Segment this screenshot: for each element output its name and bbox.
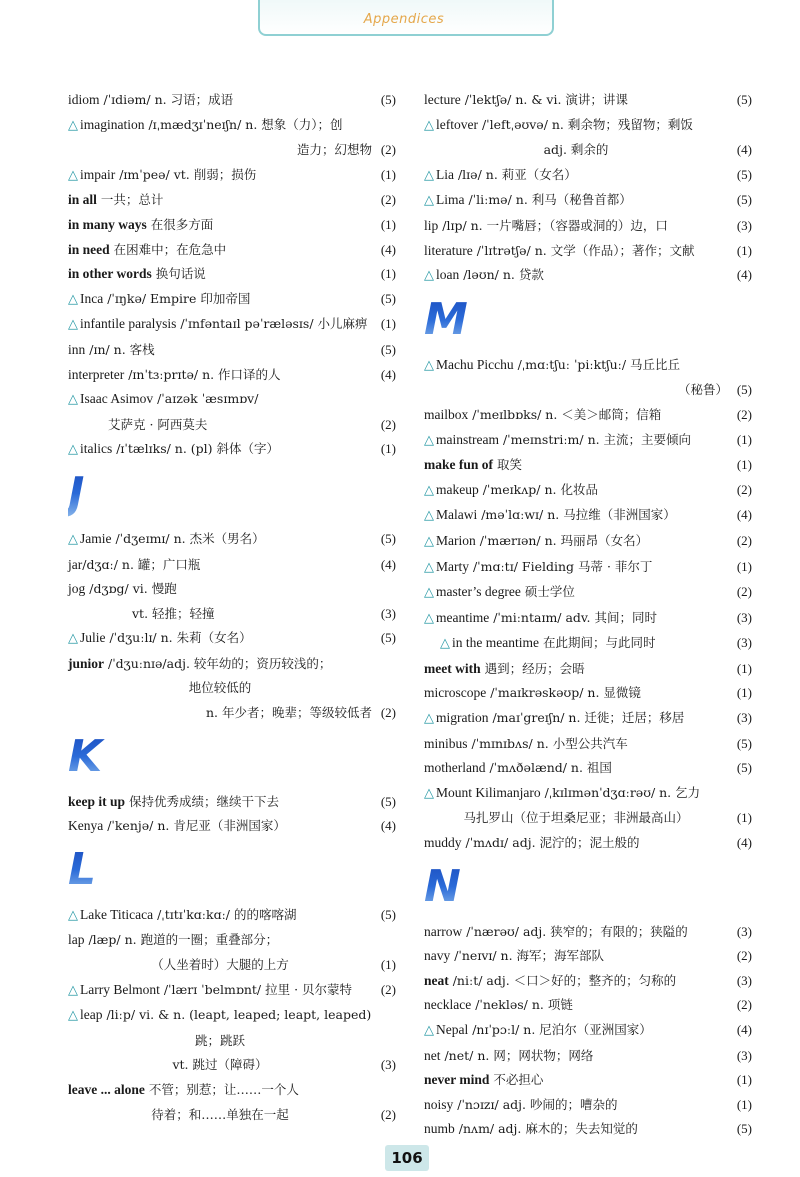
unit-number: (5) bbox=[736, 92, 752, 107]
entry-headword: mainstream bbox=[436, 431, 499, 447]
entry-headword: neat bbox=[424, 972, 449, 988]
entry-definition: /ˈlektʃə/ n. & vi. 演讲；讲课 bbox=[460, 92, 628, 107]
glossary-entry bbox=[424, 732, 756, 757]
glossary-entry bbox=[424, 503, 756, 529]
section-letter-heading: J bbox=[68, 469, 400, 523]
entry-headword: junior bbox=[68, 655, 105, 671]
entry-headword: Kenya bbox=[68, 818, 104, 834]
entry-continuation-text: 艾萨克 · 阿西莫夫 bbox=[108, 416, 208, 432]
glossary-entry bbox=[68, 790, 400, 815]
entry-definition: 取笑 bbox=[493, 457, 522, 473]
triangle-marker-icon: △ bbox=[68, 291, 78, 307]
unit-number: (1) bbox=[736, 810, 752, 826]
entry-definition: /net/ n. 网；网状物；网络 bbox=[440, 1047, 594, 1063]
entry-headword: meantime bbox=[436, 609, 490, 625]
glossary-entry bbox=[424, 781, 756, 807]
unit-number: (4) bbox=[380, 366, 396, 382]
unit-number: (1) bbox=[380, 316, 396, 332]
entry-definition: 在困难中；在危急中 bbox=[109, 241, 227, 257]
entry-headword: leap bbox=[80, 1007, 103, 1023]
glossary-entry bbox=[424, 1068, 756, 1093]
unit-number: (1) bbox=[380, 957, 396, 973]
entry-definition: /ˈmɪnɪbʌs/ n. 小型公共汽车 bbox=[467, 735, 628, 751]
entry-headword: Lake Titicaca bbox=[80, 906, 154, 922]
unit-number: (4) bbox=[380, 818, 396, 834]
entry-headword: Lia bbox=[436, 166, 454, 182]
glossary-entry bbox=[68, 577, 400, 602]
unit-number: (5) bbox=[380, 92, 396, 107]
entry-headword: in other words bbox=[68, 266, 152, 282]
unit-number: (1) bbox=[736, 242, 752, 258]
unit-number: (2) bbox=[736, 584, 752, 600]
glossary-entry bbox=[424, 88, 756, 113]
glossary-entry bbox=[424, 1044, 756, 1069]
entry-headword: Nepal bbox=[436, 1022, 469, 1037]
unit-number: (5) bbox=[736, 1121, 752, 1137]
unit-number: (1) bbox=[736, 457, 752, 473]
entry-definition: 遇到；经历；会晤 bbox=[480, 660, 585, 676]
entry-definition: /ˈmɑːtɪ/ Fielding 马蒂 · 菲尔丁 bbox=[469, 558, 653, 574]
entry-definition: 不管；别惹；让……一个人 bbox=[144, 1082, 299, 1097]
entry-definition: 硕士学位 bbox=[520, 584, 575, 600]
unit-number: (4) bbox=[380, 241, 396, 257]
entry-definition: /ˈneɪvɪ/ n. 海军；海军部队 bbox=[450, 948, 605, 964]
glossary-entry bbox=[424, 580, 756, 606]
unit-number: (3) bbox=[736, 923, 752, 939]
entry-headword: leftover bbox=[436, 116, 478, 132]
entry-continuation-text: n. 年少者；晚辈；等级较低者 bbox=[206, 705, 372, 721]
glossary-entry bbox=[424, 1117, 756, 1142]
unit-number: (3) bbox=[380, 605, 396, 621]
glossary-entry bbox=[68, 626, 400, 652]
unit-number: (1) bbox=[736, 685, 752, 701]
page-section-title: Appendices bbox=[363, 12, 445, 27]
entry-definition: /lɪp/ n. 一片嘴唇；（容器或洞的）边，口 bbox=[438, 217, 668, 233]
entry-continuation bbox=[68, 413, 400, 438]
entry-headword: keep it up bbox=[68, 793, 126, 809]
entry-headword: make fun of bbox=[424, 457, 494, 473]
entry-continuation-text: vt. 跳过（障碍） bbox=[172, 1057, 268, 1073]
entry-headword: literature bbox=[424, 242, 473, 258]
unit-number: (1) bbox=[736, 558, 752, 574]
unit-number: (4) bbox=[736, 835, 752, 851]
glossary-entry bbox=[68, 312, 400, 338]
unit-number: (5) bbox=[380, 906, 396, 922]
triangle-marker-icon: △ bbox=[68, 442, 78, 458]
unit-number: (1) bbox=[380, 216, 396, 232]
entry-definition: /ˈdʒuːlɪ/ n. 朱莉（女名） bbox=[105, 630, 252, 646]
triangle-marker-icon: △ bbox=[68, 907, 78, 923]
glossary-entry bbox=[424, 1018, 756, 1044]
entry-definition: /ɪˌmædʒɪˈneɪʃn/ n. 想象（力）；创 bbox=[144, 116, 343, 132]
glossary-entry bbox=[68, 113, 400, 139]
entry-continuation bbox=[424, 378, 756, 403]
triangle-marker-icon: △ bbox=[424, 585, 434, 601]
glossary-entry bbox=[424, 706, 756, 732]
entry-continuation bbox=[68, 1029, 400, 1054]
triangle-marker-icon: △ bbox=[424, 268, 434, 284]
entry-continuation bbox=[68, 138, 400, 163]
entry-headword: leave ... alone bbox=[68, 1082, 145, 1097]
entry-definition: /ˈmærɪən/ n. 玛丽昂（女名） bbox=[475, 532, 649, 548]
glossary-entry bbox=[424, 681, 756, 706]
page-number: 106 bbox=[385, 1145, 429, 1171]
entry-definition: /ˈmʌðəlænd/ n. 祖国 bbox=[485, 760, 612, 776]
unit-number: (4) bbox=[736, 267, 752, 283]
triangle-marker-icon: △ bbox=[68, 317, 78, 333]
entry-headword: noisy bbox=[424, 1096, 454, 1112]
entry-headword: impair bbox=[80, 166, 116, 182]
entry-continuation bbox=[424, 138, 756, 163]
glossary-entry bbox=[68, 652, 400, 677]
section-letter-heading: M bbox=[424, 295, 756, 349]
unit-number: (4) bbox=[736, 507, 752, 523]
triangle-marker-icon: △ bbox=[68, 631, 78, 647]
entry-definition: /ˈlærɪ ˈbelmɒnt/ 拉里 · 贝尔蒙特 bbox=[159, 981, 353, 997]
entry-headword: master’s degree bbox=[436, 584, 521, 600]
triangle-marker-icon: △ bbox=[424, 167, 434, 183]
entry-definition: /ˈmeɪkʌp/ n. 化妆品 bbox=[478, 481, 598, 497]
entry-definition: 一共；总计 bbox=[96, 192, 164, 208]
glossary-entry bbox=[424, 214, 756, 239]
glossary-entry bbox=[68, 262, 400, 287]
unit-number: (2) bbox=[380, 142, 396, 158]
glossary-entry bbox=[424, 1093, 756, 1118]
triangle-marker-icon: △ bbox=[424, 482, 434, 498]
glossary-entry bbox=[68, 338, 400, 363]
entry-continuation-text: 待着；和……单独在一起 bbox=[151, 1106, 289, 1122]
glossary-entry bbox=[424, 188, 756, 214]
entry-definition: /ˈaɪzək ˈæsɪmɒv/ bbox=[153, 391, 259, 407]
entry-continuation-text: （人坐着时）大腿的上方 bbox=[151, 957, 289, 973]
entry-headword: Julie bbox=[80, 630, 106, 646]
entry-definition: /liːp/ vi. & n. (leapt, leaped; leapt, leaped) bbox=[102, 1007, 372, 1023]
entry-continuation bbox=[68, 701, 400, 726]
entry-definition: /ˈɪŋkə/ Empire 印加帝国 bbox=[103, 290, 251, 306]
glossary-entry bbox=[68, 928, 400, 953]
glossary-entry bbox=[68, 527, 400, 553]
entry-headword: motherland bbox=[424, 760, 486, 776]
entry-continuation-text: 造力；幻想物 bbox=[296, 142, 372, 158]
entry-headword: Jamie bbox=[80, 530, 112, 546]
entry-headword: makeup bbox=[436, 481, 479, 497]
entry-definition: /ɪˈtælɪks/ n. (pl) 斜体（字） bbox=[112, 441, 280, 457]
glossary-entry bbox=[68, 553, 400, 578]
entry-definition: 在很多方面 bbox=[146, 216, 214, 232]
entry-definition: /ləʊn/ n. 贷款 bbox=[459, 267, 544, 283]
unit-number: (3) bbox=[736, 635, 752, 651]
entry-headword: jar bbox=[68, 556, 83, 572]
unit-number: (1) bbox=[736, 1072, 752, 1088]
glossary-entry bbox=[424, 993, 756, 1018]
glossary-entry bbox=[424, 631, 756, 657]
entry-headword: Isaac Asimov bbox=[80, 391, 154, 407]
unit-number: (4) bbox=[736, 1022, 752, 1037]
entry-definition: /læp/ n. 跑道的一圈；重叠部分； bbox=[84, 932, 279, 948]
glossary-entry bbox=[424, 353, 756, 379]
unit-number: (5) bbox=[736, 760, 752, 776]
glossary-entry bbox=[68, 437, 400, 463]
unit-number: (1) bbox=[380, 441, 396, 457]
entry-definition: /ˈdʒeɪmɪ/ n. 杰米（男名） bbox=[111, 530, 265, 546]
entry-continuation-text: （秘鲁） bbox=[677, 382, 728, 398]
entry-headword: Mount Kilimanjaro bbox=[436, 784, 541, 800]
entry-headword: in need bbox=[68, 241, 110, 257]
entry-headword: Marty bbox=[436, 558, 469, 574]
unit-number: (1) bbox=[736, 1096, 752, 1112]
entry-headword: Larry Belmont bbox=[80, 981, 160, 997]
unit-number: (3) bbox=[736, 710, 752, 726]
entry-headword: net bbox=[424, 1047, 441, 1063]
entry-continuation-text: vt. 轻推；轻撞 bbox=[132, 605, 215, 621]
unit-number: (2) bbox=[736, 406, 752, 422]
entry-definition: /ˈnɔɪzɪ/ adj. 吵闹的；嘈杂的 bbox=[453, 1096, 618, 1112]
unit-number: (2) bbox=[736, 532, 752, 548]
entry-definition: /ˈmaɪkrəskəʊp/ n. 显微镜 bbox=[486, 685, 641, 701]
entry-headword: inn bbox=[68, 341, 86, 357]
triangle-marker-icon: △ bbox=[424, 432, 434, 448]
entry-headword: migration bbox=[436, 710, 489, 726]
unit-number: (5) bbox=[380, 290, 396, 306]
entry-headword: mailbox bbox=[424, 406, 469, 422]
entry-continuation-text: 跳；跳跃 bbox=[194, 1032, 245, 1048]
entry-continuation bbox=[424, 806, 756, 831]
entry-headword: Lima bbox=[436, 192, 465, 208]
unit-number: (5) bbox=[380, 630, 396, 646]
entry-definition: /ˌtɪtɪˈkɑːkɑː/ 的的喀喀湖 bbox=[153, 906, 297, 922]
triangle-marker-icon: △ bbox=[424, 1023, 434, 1038]
entry-definition: /ˈmʌdɪ/ adj. 泥泞的；泥土般的 bbox=[461, 835, 640, 851]
unit-number: (3) bbox=[736, 972, 752, 988]
glossary-column-right bbox=[424, 88, 756, 1142]
entry-headword: narrow bbox=[424, 923, 463, 939]
glossary-entry bbox=[424, 263, 756, 289]
entry-headword: loan bbox=[436, 267, 460, 283]
entry-continuation-text: 地位较低的 bbox=[188, 680, 252, 696]
entry-definition: /nʌm/ adj. 麻木的；失去知觉的 bbox=[454, 1121, 638, 1137]
unit-number: (2) bbox=[380, 981, 396, 997]
entry-definition: /ˈkenjə/ n. 肯尼亚（非洲国家） bbox=[103, 818, 286, 834]
unit-number: (5) bbox=[736, 166, 752, 182]
section-letter-heading: N bbox=[424, 862, 756, 916]
unit-number: (5) bbox=[380, 530, 396, 546]
entry-definition: /ˈnekləs/ n. 项链 bbox=[471, 997, 573, 1013]
entry-definition: /ɪn/ n. 客栈 bbox=[85, 341, 155, 357]
entry-headword: Malawi bbox=[436, 507, 478, 523]
unit-number: (2) bbox=[380, 416, 396, 432]
unit-number: (2) bbox=[380, 1106, 396, 1122]
glossary-entry bbox=[68, 1003, 400, 1029]
entry-continuation bbox=[68, 1053, 400, 1078]
entry-definition: /ˌmɑːtʃuː ˈpiːktʃuː/ 马丘比丘 bbox=[513, 356, 681, 372]
entry-definition: /lɪə/ n. 莉亚（女名） bbox=[454, 166, 577, 182]
glossary-entry bbox=[424, 113, 756, 139]
glossary-entry bbox=[424, 944, 756, 969]
glossary-entry bbox=[424, 920, 756, 945]
glossary-entry bbox=[424, 403, 756, 428]
unit-number: (5) bbox=[736, 382, 752, 398]
entry-continuation bbox=[68, 953, 400, 978]
section-letter-heading: K bbox=[68, 732, 400, 786]
glossary-entry bbox=[68, 88, 400, 113]
entry-headword: italics bbox=[80, 441, 113, 457]
triangle-marker-icon: △ bbox=[424, 559, 434, 575]
entry-definition: 在此期间；与此同时 bbox=[538, 635, 656, 651]
glossary-entry bbox=[68, 903, 400, 929]
glossary-entry bbox=[68, 978, 400, 1004]
unit-number: (2) bbox=[736, 481, 752, 497]
entry-definition: /ˈnærəʊ/ adj. 狭窄的；有限的；狭隘的 bbox=[462, 923, 688, 939]
glossary-entry bbox=[424, 428, 756, 454]
glossary-entry bbox=[424, 606, 756, 632]
unit-number: (5) bbox=[736, 192, 752, 208]
triangle-marker-icon: △ bbox=[424, 357, 434, 373]
glossary-entry bbox=[68, 213, 400, 238]
entry-headword: Marion bbox=[436, 532, 476, 548]
entry-definition: /maɪˈgreɪʃn/ n. 迁徙；迁居；移居 bbox=[488, 710, 685, 726]
triangle-marker-icon: △ bbox=[68, 167, 78, 183]
entry-headword: necklace bbox=[424, 997, 472, 1013]
entry-headword: navy bbox=[424, 948, 451, 964]
entry-headword: in many ways bbox=[68, 216, 147, 232]
glossary-entry bbox=[424, 453, 756, 478]
unit-number: (3) bbox=[736, 217, 752, 233]
unit-number: (1) bbox=[736, 431, 752, 447]
unit-number: (5) bbox=[736, 735, 752, 751]
entry-definition: /dʒɑː/ n. 罐；广口瓶 bbox=[82, 556, 201, 572]
glossary-entry bbox=[424, 478, 756, 504]
entry-definition: 保持优秀成绩；继续干下去 bbox=[125, 793, 279, 809]
entry-continuation bbox=[68, 676, 400, 701]
entry-headword: Machu Picchu bbox=[436, 356, 514, 372]
entry-continuation-text: adj. 剩余的 bbox=[543, 142, 609, 158]
unit-number: (4) bbox=[380, 556, 396, 572]
entry-definition: /ˈleftˌəʊvə/ n. 剩余物；残留物；剩饭 bbox=[477, 116, 693, 132]
triangle-marker-icon: △ bbox=[68, 1008, 78, 1024]
triangle-marker-icon: △ bbox=[68, 531, 78, 547]
entry-definition: /ˈlɪtrətʃə/ n. 文学（作品）；著作；文献 bbox=[472, 242, 695, 258]
entry-headword: muddy bbox=[424, 835, 462, 851]
glossary-entry bbox=[68, 238, 400, 263]
triangle-marker-icon: △ bbox=[424, 533, 434, 549]
entry-definition: /ˈmiːntaɪm/ adv. 其间；同时 bbox=[489, 609, 657, 625]
glossary-column-left bbox=[68, 88, 400, 1127]
entry-headword: interpreter bbox=[68, 366, 125, 382]
glossary-entry bbox=[424, 756, 756, 781]
entry-definition: /ɪmˈpeə/ vt. 削弱；损伤 bbox=[115, 166, 257, 182]
entry-headword: idiom bbox=[68, 92, 100, 107]
entry-definition: /ˈdʒuːnɪə/adj. 较年幼的；资历较浅的； bbox=[104, 655, 332, 671]
entry-headword: infantile paralysis bbox=[80, 316, 177, 332]
unit-number: (4) bbox=[736, 142, 752, 158]
unit-number: (2) bbox=[380, 705, 396, 721]
glossary-entry bbox=[68, 814, 400, 839]
entry-headword: microscope bbox=[424, 685, 487, 701]
entry-headword: in the meantime bbox=[452, 635, 539, 651]
entry-continuation bbox=[68, 1103, 400, 1128]
glossary-entry bbox=[424, 831, 756, 856]
unit-number: (3) bbox=[736, 609, 752, 625]
entry-definition: /ˈɪnfəntaɪl pəˈræləsɪs/ 小儿麻痹 bbox=[176, 316, 368, 332]
entry-headword: never mind bbox=[424, 1072, 490, 1088]
entry-headword: imagination bbox=[80, 116, 145, 132]
entry-definition: 不必担心 bbox=[489, 1072, 544, 1088]
entry-definition: /ˌkɪlɪmənˈdʒɑːrəʊ/ n. 乞力 bbox=[540, 784, 701, 800]
triangle-marker-icon: △ bbox=[424, 711, 434, 727]
unit-number: (1) bbox=[380, 166, 396, 182]
triangle-marker-icon: △ bbox=[440, 636, 450, 652]
entry-definition: /niːt/ adj. ＜口＞好的；整齐的；匀称的 bbox=[448, 972, 677, 988]
entry-headword: lap bbox=[68, 932, 85, 948]
triangle-marker-icon: △ bbox=[424, 785, 434, 801]
glossary-entry bbox=[424, 657, 756, 682]
glossary-entry bbox=[68, 363, 400, 388]
entry-headword: lecture bbox=[424, 92, 461, 107]
triangle-marker-icon: △ bbox=[424, 508, 434, 524]
triangle-marker-icon: △ bbox=[68, 982, 78, 998]
entry-definition: /dʒɒg/ vi. 慢跑 bbox=[85, 581, 177, 597]
unit-number: (5) bbox=[380, 793, 396, 809]
unit-number: (3) bbox=[736, 1047, 752, 1063]
glossary-entry bbox=[68, 188, 400, 213]
glossary-entry bbox=[424, 239, 756, 264]
entry-headword: jog bbox=[68, 581, 86, 597]
glossary-entry bbox=[68, 1078, 400, 1103]
triangle-marker-icon: △ bbox=[68, 117, 78, 133]
triangle-marker-icon: △ bbox=[68, 392, 78, 408]
entry-definition: /ˈɪdiəm/ n. 习语；成语 bbox=[99, 92, 234, 107]
triangle-marker-icon: △ bbox=[424, 610, 434, 626]
section-letter-heading: L bbox=[68, 845, 400, 899]
entry-definition: /ˈliːmə/ n. 利马（秘鲁首都） bbox=[464, 192, 632, 208]
entry-headword: meet with bbox=[424, 660, 481, 676]
glossary-entry bbox=[424, 555, 756, 581]
entry-headword: minibus bbox=[424, 735, 468, 751]
entry-definition: /ɪnˈtɜːprɪtə/ n. 作口译的人 bbox=[124, 366, 281, 382]
unit-number: (1) bbox=[736, 660, 752, 676]
glossary-entry bbox=[424, 163, 756, 189]
entry-definition: /məˈlɑːwɪ/ n. 马拉维（非洲国家） bbox=[477, 507, 676, 523]
entry-definition: 换句话说 bbox=[151, 266, 206, 282]
entry-continuation bbox=[68, 602, 400, 627]
triangle-marker-icon: △ bbox=[424, 193, 434, 209]
entry-headword: numb bbox=[424, 1121, 455, 1137]
entry-headword: in all bbox=[68, 192, 97, 208]
unit-number: (1) bbox=[380, 266, 396, 282]
triangle-marker-icon: △ bbox=[424, 117, 434, 133]
glossary-entry bbox=[68, 287, 400, 313]
entry-continuation-text: 马扎罗山（位于坦桑尼亚；非洲最高山） bbox=[463, 810, 689, 826]
glossary-entry bbox=[68, 387, 400, 413]
unit-number: (2) bbox=[736, 997, 752, 1013]
glossary-entry bbox=[424, 529, 756, 555]
unit-number: (2) bbox=[380, 192, 396, 208]
glossary-entry bbox=[68, 163, 400, 189]
unit-number: (3) bbox=[380, 1057, 396, 1073]
unit-number: (5) bbox=[380, 341, 396, 357]
entry-definition: /ˈmeɪlbɒks/ n. ＜美＞邮筒；信箱 bbox=[468, 406, 662, 422]
glossary-entry bbox=[424, 969, 756, 994]
unit-number: (2) bbox=[736, 948, 752, 964]
entry-definition: /nɪˈpɔːl/ n. 尼泊尔（亚洲国家） bbox=[468, 1022, 652, 1037]
entry-headword: lip bbox=[424, 217, 439, 233]
entry-definition: /ˈmeɪnstriːm/ n. 主流；主要倾向 bbox=[498, 431, 692, 447]
entry-headword: Inca bbox=[80, 290, 104, 306]
